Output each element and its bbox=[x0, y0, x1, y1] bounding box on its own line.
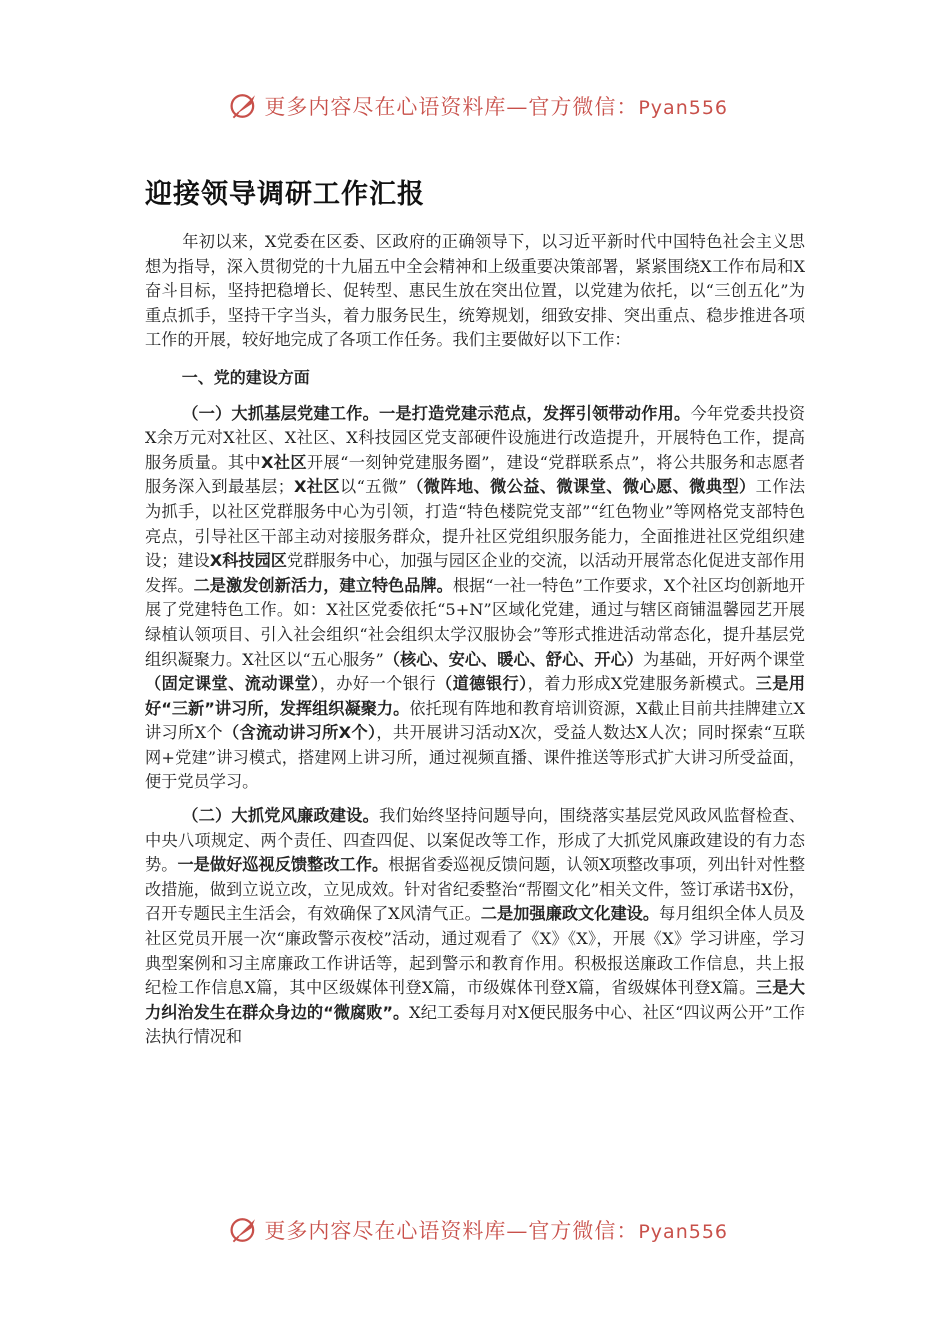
document-body bbox=[145, 230, 805, 1050]
quill-logo-icon bbox=[228, 88, 260, 124]
banner-text: 更多内容尽在心语资料库—官方微信：Pyan556 bbox=[264, 1219, 728, 1243]
footer-banner bbox=[228, 1208, 728, 1252]
header-banner bbox=[228, 84, 728, 128]
intro-paragraph: 年初以来，X党委在区委、区政府的正确领导下，以习近平新时代中国特色社会主义思想为指导，深入贯彻党的十九届五中全会精神和上级重要决策部署，紧紧围绕X工作布局和X奋斗目标，坚持把稳增长、促转型、惠民生放在突出位置，以党建为依托，以“三创五化”为重点抓手，坚持干字当头，着力服务民生，统筹规划，细致安排、突出重点、稳步推进各项工作的开展，较好地完成了各项工作任务。我们主要做好以下工作： bbox=[145, 232, 805, 350]
document-title: 迎接领导调研工作汇报 bbox=[145, 179, 425, 210]
paragraph-party-building: （一）大抓基层党建工作。一是打造党建示范点，发挥引领带动作用。今年党委共投资X余万元对X社区、X社区、X科技园区党支部硬件设施进行改造提升，开展特色工作，提高服务质量。其中X社区开展“一刻钟党建服务圈”，建设“党群联系点”，将公共服务和志愿者服务深入到最基层；X社区以“五微”（微阵地、微公益、微课堂、微心愿、微典型）工作法为抓手，以社区党群服务中心为引领，打造“特色楼院党支部”“红色物业”等网格党支部特色亮点，引导社区干部主动对接服务群众，提升社区党组织服务能力，全面推进社区党组织建设；建设X科技园区党群服务中心，加强与园区企业的交流，以活动开展常态化促进支部作用发挥。二是激发创新活力，建立特色品牌。根据“一社一特色”工作要求，X个社区均创新地开展了党建特色工作。如：X社区党委依托“5+N”区域化党建，通过与辖区商铺温馨园艺开展绿植认领项目、引入社会组织“社会组织太学汉服协会”等形式推进活动常态化，提升基层党组织凝聚力。X社区以“五心服务”（核心、安心、暖心、舒心、开心）为基础，开好两个课堂（固定课堂、流动课堂），办好一个银行（道德银行），着力形成X党建服务新模式。三是用好“三新”讲习所，发挥组织凝聚力。依托现有阵地和教育培训资源，X截止目前共挂牌建立X讲习所X个（含流动讲习所X个），共开展讲习活动X次，受益人数达X人次；同时探索“互联网+党建”讲习模式，搭建网上讲习所，通过视频直播、课件推送等形式扩大讲习所受益面，便于党员学习。 bbox=[145, 403, 806, 792]
section-heading: 一、党的建设方面 bbox=[181, 367, 310, 387]
banner-text: 更多内容尽在心语资料库—官方微信：Pyan556 bbox=[264, 95, 728, 119]
paragraph-integrity: （二）大抓党风廉政建设。我们始终坚持问题导向，围绕落实基层党风政风监督检查、中央八项规定、两个责任、四查四促、以案促改等工作，形成了大抓党风廉政建设的有力态势。一是做好巡视反馈整改工作。根据省委巡视反馈问题，认领X项整改事项，列出针对性整改措施，做到立说立改，立见成效。针对省纪委整治“帮圈文化”相关文件，签订承诺书X份，召开专题民主生活会，有效确保了X风清气正。二是加强廉政文化建设。每月组织全体人员及社区党员开展一次“廉政警示夜校”活动，通过观看了《X》《X》，开展《X》学习讲座，学习典型案例和习主席廉政工作讲话等，起到警示和教育作用。积极报送廉政工作信息，共上报纪检工作信息X篇，其中区级媒体刊登X篇，市级媒体刊登X篇，省级媒体刊登X篇。三是大力纠治发生在群众身边的“微腐败”。X纪工委每月对X便民服务中心、社区“四议两公开”工作法执行情况和 bbox=[145, 806, 806, 1047]
quill-logo-icon bbox=[228, 1212, 260, 1248]
